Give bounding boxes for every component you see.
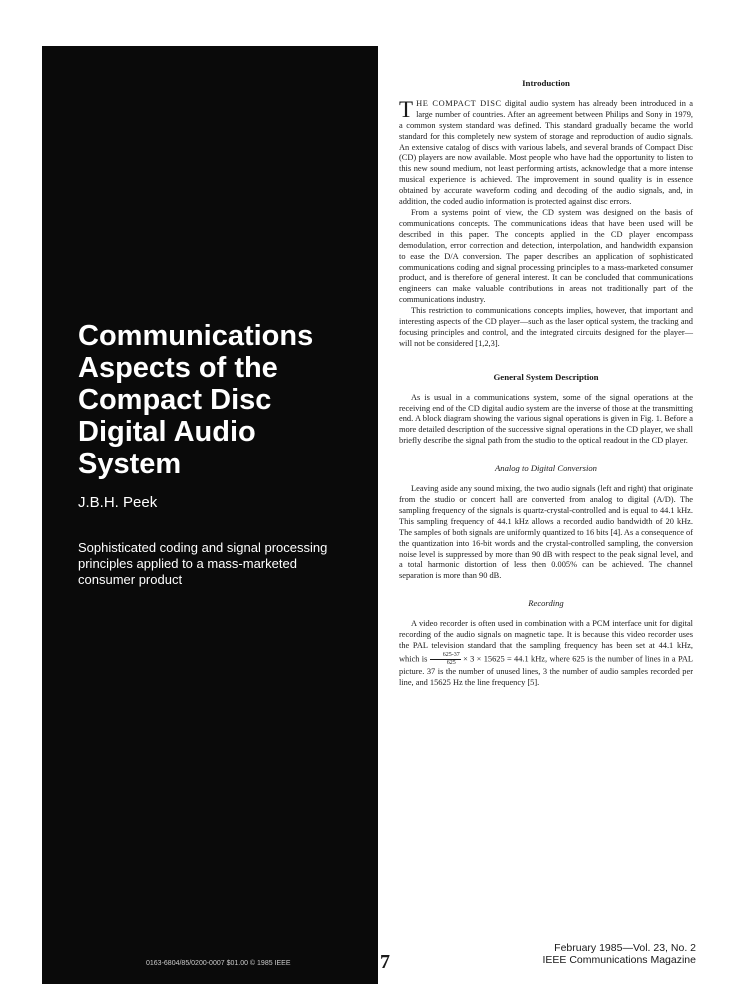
author-name: J.B.H. Peek — [78, 494, 158, 511]
subtitle-line: consumer product — [78, 572, 183, 587]
fraction-denominator: 625 — [446, 659, 456, 666]
paragraph-text: A video recorder is often used in combination with a PCM interface unit for digital recording of the audio signals on magnetic tape. It is because this video recorder uses the PAL television standard that the sampling frequency has been set at 44.1 kHz, which is — [399, 619, 693, 664]
subsection-heading-recording: Recording — [528, 598, 564, 609]
title-line: Digital Audio — [78, 416, 256, 448]
page-footer — [500, 942, 696, 966]
paragraph — [399, 619, 693, 689]
fraction-numerator: 625-37 — [430, 652, 461, 660]
drop-cap: T — [399, 96, 414, 122]
paragraph: From a systems point of view, the CD system was designed on the basis of communications concepts. The communications ideas that have been used will be described in this paper. The concepts applied in the CD player encompass demodulation, error correction and detection, interpolation, and handwidth expansion to ease the D/A conversion. The paper describes an application of sophisticated communications coding and signal processing principles to a mass-marketed consumer product, and is therefore of general interest. It can be concluded that communications engineers can make valuable contributions in areas not traditionally part of the communications industry. — [399, 207, 693, 305]
title-line: System — [78, 448, 182, 480]
paragraph: This restriction to communications concepts implies, however, that important and interesting aspects of the CD player—such as the laser optical system, the tracking and focusing principles and control, and the integrated circuits designed for the player—will not be considered [1,2,3]. — [399, 306, 693, 348]
paragraph: Leaving aside any sound mixing, the two audio signals (left and right) that originate from the studio or concert hall are converted from analog to digital (A/D). The sampling frequency of the signals is quartz-crystal-controlled and is equal to 44.1 kHz. This sampling frequency of 44.1 kHz allows a recorded audio bandwidth of 20 kHz. The samples of both signals are uniformly quantized to 16 bits [4]. As a consequence of the quantization into 16-bit words and the crystal-controlled sampling, the conversion noise level is suppressed by more than 90 dB with respect to the peak signal level, and a total harmonic distortion of less then 0.005% can be achieved. The channel separation is more than 90 dB. — [399, 484, 693, 581]
copyright-notice: 0163-6804/85/0200-0007 $01.00 © 1985 IEEE — [146, 960, 291, 967]
lead-in: HE COMPACT DISC — [416, 98, 502, 108]
subtitle-line: Sophisticated coding and signal processing — [78, 540, 328, 555]
article-subtitle — [78, 540, 368, 588]
title-panel — [42, 46, 378, 984]
body-column — [399, 78, 693, 689]
subsection-heading-analog: Analog to Digital Conversion — [495, 463, 597, 474]
paragraph: As is usual in a communications system, some of the signal operations at the receiving end of the CD digital audio system are the inverse of those at the transmitting end. A block diagram showing the various signal operations is given in Fig. 1. Before a more detailed description of the successive signal operations in the CD player, we shall briefly describe the signal path from the studio to the optical readout in the CD player. — [399, 392, 693, 446]
section-heading-introduction: Introduction — [522, 78, 570, 88]
subtitle-line: principles applied to a mass-marketed — [78, 556, 297, 571]
fraction — [430, 652, 461, 667]
article-title — [78, 320, 368, 480]
title-line: Communications — [78, 320, 314, 352]
intro-paragraph — [399, 96, 693, 208]
title-line: Aspects of the — [78, 352, 278, 384]
paragraph-text: digital audio system has already been introduced in a large number of countries. After an agreement between Philips and Sony in 1979, a common system standard was defined. This standard gradually became the world standard for this completely new system of storage and reproduction of audio signals. An extensive catalog of discs with various labels, and several brands of Compact Disc (CD) players are now available. Most people who have had the opportunity to listen to this new sound medium, not least performing artists, acknowledge that a more intense musical experience is achieved. The improvement in sound quality is in essence obtained by accurate waveform coding and decoding of the audio signals, and, in addition, the coded audio information is protected against disc errors. — [399, 98, 693, 207]
paragraph-text: × 3 × 15625 = 44.1 kHz, where 625 is the number of lines in a PAL picture. 37 is the number of unused lines, 3 the number of audio samples recorded per line, and 15625 Hz the line frequency [5]. — [399, 654, 693, 687]
issue-info: February 1985—Vol. 23, No. 2 — [554, 942, 696, 954]
page-number: 7 — [380, 951, 390, 973]
title-line: Compact Disc — [78, 384, 272, 416]
section-heading-general: General System Description — [493, 371, 599, 382]
magazine-name: IEEE Communications Magazine — [542, 954, 696, 966]
